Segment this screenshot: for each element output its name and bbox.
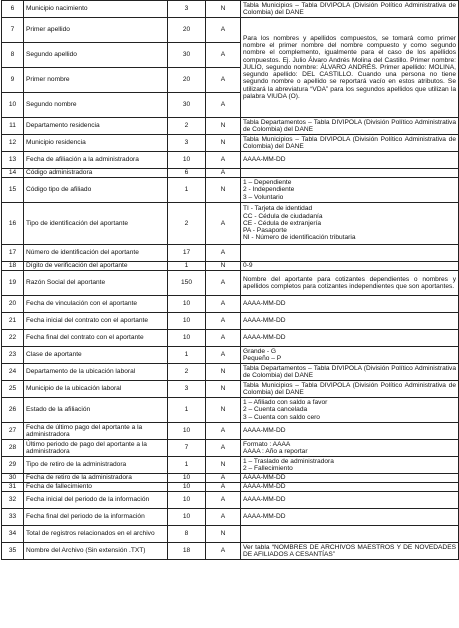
field-length: 10 [168,474,206,483]
field-name: Segundo nombre [24,93,168,118]
field-length: 1 [168,178,206,203]
table-row [2,364,459,381]
field-number: 28 [2,440,24,457]
table-row [2,440,459,457]
field-type: A [206,313,241,330]
field-number: 18 [2,262,24,271]
field-type: N [206,135,241,152]
table-row [2,483,459,492]
table-row [2,398,459,423]
field-description [241,296,459,313]
table-row [2,313,459,330]
field-number: 12 [2,135,24,152]
field-type: A [206,245,241,262]
field-length: 8 [168,526,206,543]
field-type: A [206,68,241,93]
table-row [2,457,459,474]
field-length: 10 [168,330,206,347]
description-line: AAAA-MM-DD [243,156,286,164]
table-row [2,509,459,526]
field-spec-table [1,0,459,560]
field-type: A [206,203,241,245]
field-type: A [206,93,241,118]
table-row [2,18,459,43]
field-number: 23 [2,347,24,364]
field-number: 14 [2,169,24,178]
field-description [241,245,459,262]
description-line: AAAA-MM-DD [243,483,286,491]
field-number: 35 [2,543,24,560]
field-length: 6 [168,169,206,178]
field-name: Fecha de vinculación con el aportante [24,296,168,313]
field-description [241,492,459,509]
field-number: 25 [2,381,24,398]
description-line: AAAA : Año a reportar [243,448,308,455]
table-row [2,135,459,152]
table-row [2,118,459,135]
table-row [2,1,459,18]
field-number: 10 [2,93,24,118]
description-line: Tabla Municipios – Tabla DIVIPOLA (División Político Administrativa de Colombia) del DANE [243,381,456,396]
field-name: Tipo de identificación del aportante [24,203,168,245]
field-length: 30 [168,43,206,68]
description-line: Tabla Departamentos – Tabla DIVIPOLA (División Político Administrativa de Colombia) del DANE [243,118,456,133]
field-type: A [206,43,241,68]
table-row [2,347,459,364]
field-type: N [206,178,241,203]
field-name: Municipio nacimiento [24,1,168,18]
description-line: Ver tabla “NOMBRES DE ARCHIVOS MAESTROS Y DE NOVEDADES DE AFILIADOS A CESANTÍAS” [243,543,456,558]
field-name: Código administradora [24,169,168,178]
table-row [2,526,459,543]
description-line: 0-9 [243,262,253,270]
field-length: 10 [168,483,206,492]
field-name: Último periodo de pago del aportante a la administradora [24,440,168,457]
field-number: 21 [2,313,24,330]
field-length: 2 [168,203,206,245]
field-name: Fecha final del contrato con el aportante [24,330,168,347]
field-description [241,526,459,543]
field-number: 34 [2,526,24,543]
description-line: PA - Pasaporte [243,227,287,235]
field-number: 27 [2,423,24,440]
field-number: 26 [2,398,24,423]
field-name: Fecha de retiro de la administradora [24,474,168,483]
table-row [2,245,459,262]
field-name: Razón Social del aportante [24,271,168,296]
field-description [241,1,459,18]
field-description [241,364,459,381]
field-length: 3 [168,381,206,398]
field-name: Número de identificación del aportante [24,245,168,262]
field-number: 8 [2,43,24,68]
description-line: Tabla Departamentos – Tabla DIVIPOLA (División Político Administrativa de Colombia) del DANE [243,364,456,379]
field-number: 19 [2,271,24,296]
description-line: Formato : AAAA [243,440,291,448]
field-number: 33 [2,509,24,526]
table-row [2,330,459,347]
description-line: Grande - G [243,347,276,355]
field-description [241,118,459,135]
field-type: A [206,296,241,313]
field-description [241,440,459,457]
field-type: A [206,483,241,492]
field-length: 2 [168,364,206,381]
field-type: A [206,492,241,509]
description-line: 3 – Cuenta con saldo cero [243,413,320,421]
field-name: Departamento de la ubicación laboral [24,364,168,381]
field-name: Municipio de la ubicación laboral [24,381,168,398]
field-name: Código tipo de afiliado [24,178,168,203]
field-name: Primer nombre [24,68,168,93]
field-name: Clase de aportante [24,347,168,364]
field-length: 17 [168,245,206,262]
field-length: 10 [168,296,206,313]
field-number: 16 [2,203,24,245]
field-length: 30 [168,93,206,118]
description-line: Pequeño – P [243,355,282,362]
field-type: N [206,526,241,543]
description-line: AAAA-MM-DD [243,513,286,521]
description-line: Nombre del aportante para cotizantes dependientes o nombres y apellidos completos para cotizantes independientes que son aportantes. [243,275,456,290]
description-line: AAAA-MM-DD [243,300,286,308]
field-type: N [206,1,241,18]
description-line: CE - Cédula de extranjería [243,219,322,227]
field-name: Fecha final del periodo de la información [24,509,168,526]
field-number: 24 [2,364,24,381]
field-type: A [206,509,241,526]
field-type: N [206,457,241,474]
field-length: 10 [168,423,206,440]
field-length: 1 [168,347,206,364]
table-row [2,543,459,560]
field-description [241,178,459,203]
field-number: 9 [2,68,24,93]
field-name: Fecha de afiliación a la administradora [24,152,168,169]
field-type: N [206,262,241,271]
field-number: 11 [2,118,24,135]
field-name: Departamento residencia [24,118,168,135]
field-description [241,483,459,492]
field-description [241,330,459,347]
field-type: A [206,18,241,43]
table-row [2,169,459,178]
field-type: A [206,440,241,457]
table-row [2,271,459,296]
description-line: NI - Número de identificación tributaria [243,234,356,242]
field-description [241,347,459,364]
field-type: A [206,330,241,347]
field-number: 22 [2,330,24,347]
field-number: 13 [2,152,24,169]
field-number: 17 [2,245,24,262]
field-name: Primer apellido [24,18,168,43]
field-name: Estado de la afiliación [24,398,168,423]
field-description [241,457,459,474]
field-length: 20 [168,18,206,43]
field-number: 7 [2,18,24,43]
description-line: 3 – Voluntario [243,193,284,201]
field-description [241,203,459,245]
table-row [2,492,459,509]
field-spec-rows [2,1,459,560]
description-line: TI - Tarjeta de identidad [243,205,313,213]
field-number: 20 [2,296,24,313]
field-type: N [206,398,241,423]
field-type: A [206,271,241,296]
description-line: 1 – Dependiente [243,179,292,187]
table-row [2,423,459,440]
description-line: AAAA-MM-DD [243,427,286,435]
field-description [241,381,459,398]
field-length: 7 [168,440,206,457]
field-description [241,262,459,271]
field-type: N [206,364,241,381]
field-length: 150 [168,271,206,296]
field-name: Fecha de último pago del aportante a la administradora [24,423,168,440]
table-row [2,262,459,271]
table-row [2,203,459,245]
description-line: 1 – Afiliado con saldo a favor [243,399,328,407]
description-line: AAAA-MM-DD [243,496,286,504]
description-line: AAAA-MM-DD [243,334,286,342]
description-line: 2 - Independiente [243,186,295,194]
field-description [241,509,459,526]
table-row [2,474,459,483]
field-type: N [206,381,241,398]
field-length: 18 [168,543,206,560]
field-type: A [206,474,241,483]
field-type: A [206,152,241,169]
field-number: 30 [2,474,24,483]
field-description [241,271,459,296]
field-length: 10 [168,152,206,169]
field-number: 6 [2,1,24,18]
field-description [241,423,459,440]
field-name: Fecha inicial del contrato con el aportante [24,313,168,330]
field-name: Fecha de fallecimiento [24,483,168,492]
field-type: A [206,169,241,178]
field-type: A [206,423,241,440]
description-line: Tabla Municipios – Tabla DIVIPOLA (División Político Administrativa de Colombia) del DANE [243,135,456,150]
description-line: CC - Cédula de ciudadanía [243,212,323,220]
description-line: Para los nombres y apellidos compuestos, se tomará como primer nombre el primer nombre del nombre compuesto y como segundo nombre el complemento, igualmente para el caso de los apellidos compuestos. Ej. Julio Álvaro Andrés Molina del Castillo. Primer nombre: JULIO, segundo nombre: ÁLVARO ANDRÉS. Primer apellido: MOLINA, segundo apellido: DEL CASTILLO. Cuando una persona no tiene segundo nombre o apellido se reportará vacío en estos atributos. Se utilizará la abreviatura “VDA” para los segundos apellidos que utilizan la palabra VIUDA (O). [243,34,456,100]
field-type: A [206,543,241,560]
field-name: Nombre del Archivo (Sin extensión .TXT) [24,543,168,560]
field-name: Segundo apellido [24,43,168,68]
field-description [241,313,459,330]
table-row [2,152,459,169]
field-length: 3 [168,135,206,152]
field-length: 10 [168,492,206,509]
field-description [241,152,459,169]
field-name: Municipio residencia [24,135,168,152]
field-length: 2 [168,118,206,135]
table-row [2,178,459,203]
field-number: 32 [2,492,24,509]
field-description [241,169,459,178]
field-type: N [206,118,241,135]
field-name: Total de registros relacionados en el archivo [24,526,168,543]
field-type: A [206,347,241,364]
description-line: Tabla Municipios – Tabla DIVIPOLA (División Político Administrativa de Colombia) del DANE [243,1,456,16]
field-number: 29 [2,457,24,474]
field-name: Fecha inicial del periodo de la información [24,492,168,509]
field-length: 20 [168,68,206,93]
description-line: AAAA-MM-DD [243,474,286,482]
field-length: 3 [168,1,206,18]
description-line: AAAA-MM-DD [243,317,286,325]
table-row [2,296,459,313]
field-name: Dígito de verificación del aportante [24,262,168,271]
field-length: 10 [168,313,206,330]
description-line: 2 – Fallecimiento [243,465,293,472]
table-row [2,381,459,398]
field-description [241,135,459,152]
field-length: 1 [168,398,206,423]
description-line: 2 – Cuenta cancelada [243,406,308,414]
description-line: 1 – Traslado de administradora [243,457,334,465]
field-description [241,18,459,118]
field-description [241,474,459,483]
field-length: 10 [168,509,206,526]
field-name: Tipo de retiro de la administradora [24,457,168,474]
field-length: 1 [168,262,206,271]
field-number: 15 [2,178,24,203]
field-description [241,398,459,423]
field-description [241,543,459,560]
field-number: 31 [2,483,24,492]
field-length: 1 [168,457,206,474]
